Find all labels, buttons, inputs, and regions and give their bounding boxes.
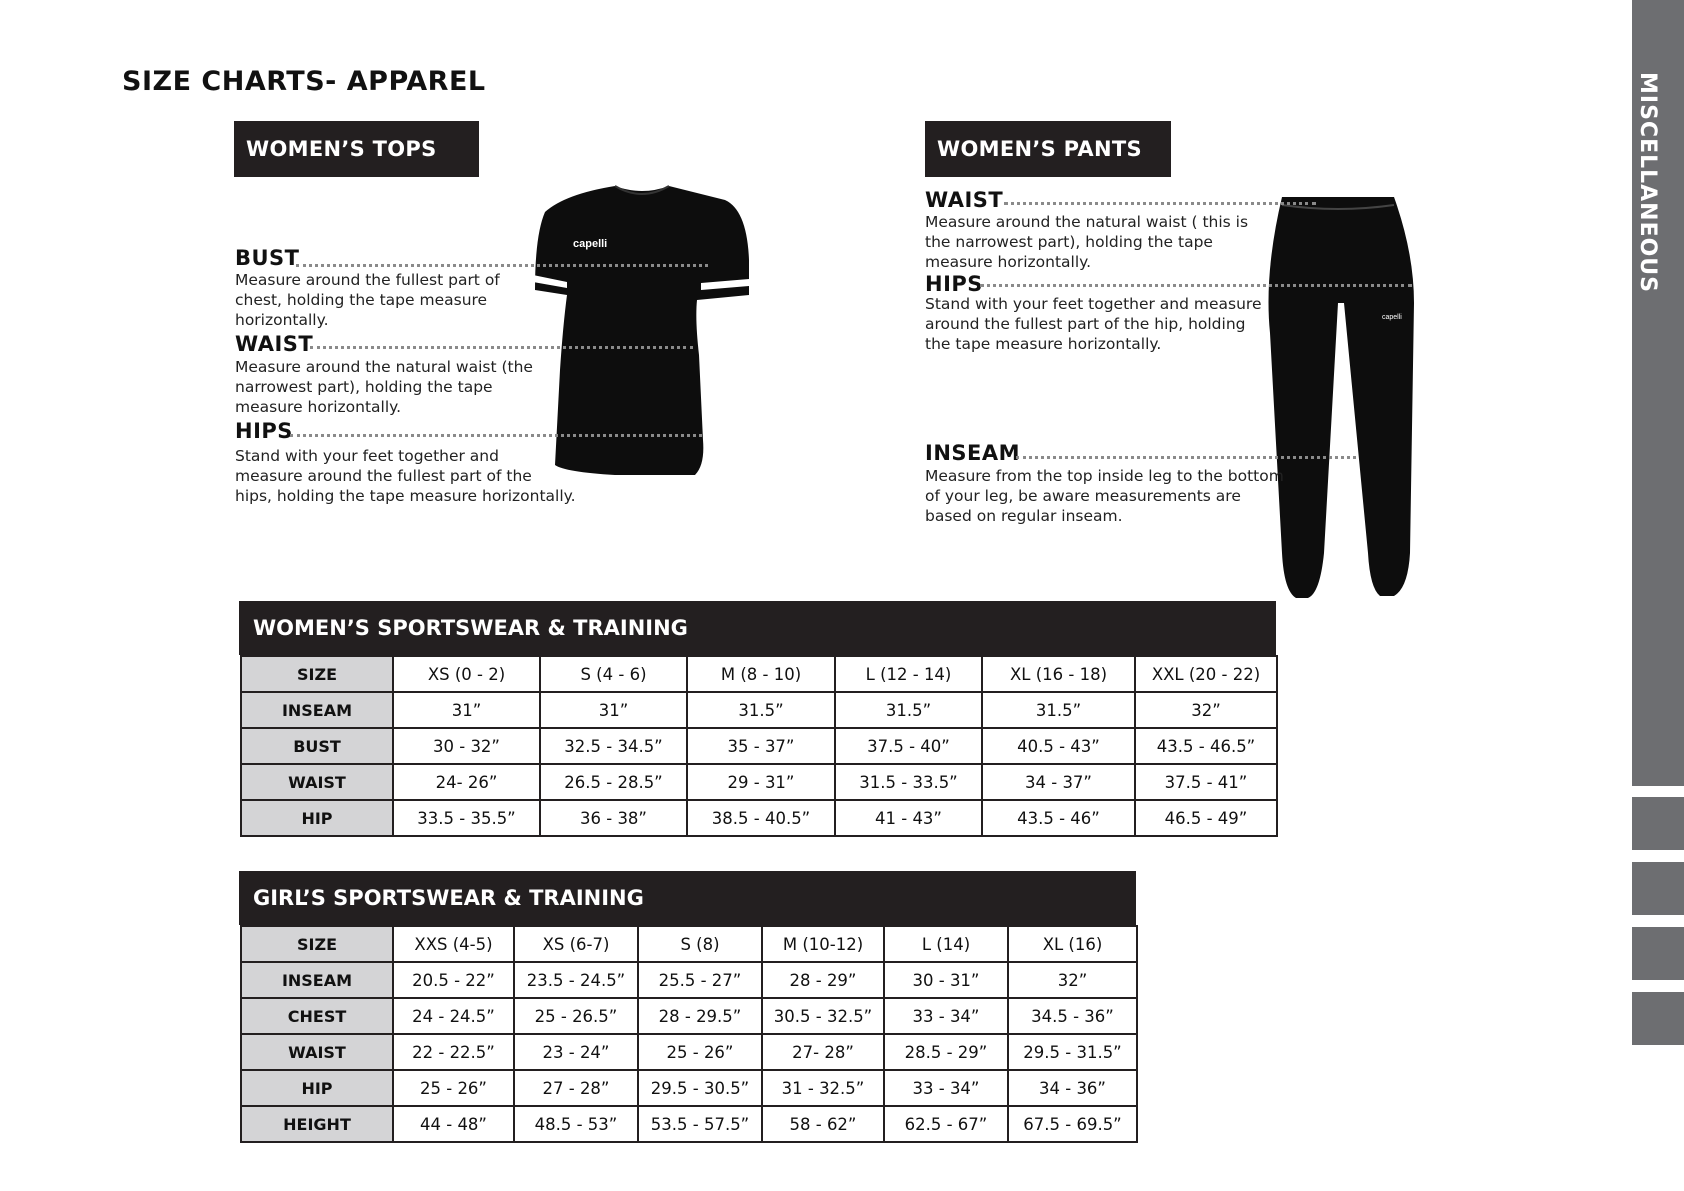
side-tab-4[interactable] <box>1632 927 1684 980</box>
page-title: SIZE CHARTS- APPAREL <box>122 66 486 97</box>
table-cell: 25 - 26” <box>393 1070 514 1106</box>
table-cell: 34 - 36” <box>1008 1070 1137 1106</box>
table-cell: 29.5 - 30.5” <box>638 1070 762 1106</box>
tops-bust-desc: Measure around the fullest part of chest, holding the tape measure horizontally. <box>235 271 500 329</box>
table-cell: 24- 26” <box>393 764 540 800</box>
table-row <box>241 656 1277 692</box>
shirt-brand-logo: capelli <box>573 238 608 250</box>
row-label: SIZE <box>241 656 393 692</box>
table-row <box>241 1070 1137 1106</box>
table-cell: 35 - 37” <box>687 728 835 764</box>
table-cell: 28.5 - 29” <box>884 1034 1008 1070</box>
table-cell: 32” <box>1008 962 1137 998</box>
table-row <box>241 998 1137 1034</box>
table-cell: 37.5 - 41” <box>1135 764 1277 800</box>
table-cell: 31” <box>540 692 687 728</box>
table-row <box>241 1034 1137 1070</box>
side-tab-2[interactable] <box>1632 797 1684 850</box>
table-row <box>241 962 1137 998</box>
table-cell: M (10-12) <box>762 926 884 962</box>
tops-waist-desc: Measure around the natural waist (the narrowest part), holding the tape measure horizontally. <box>235 358 533 416</box>
table-cell: 33 - 34” <box>884 1070 1008 1106</box>
table-cell: 48.5 - 53” <box>514 1106 638 1142</box>
table-cell: 30.5 - 32.5” <box>762 998 884 1034</box>
row-label: SIZE <box>241 926 393 962</box>
pants-inseam-desc: Measure from the top inside leg to the bottom of your leg, be aware measurements are based on regular inseam. <box>925 467 1284 525</box>
table-cell: 41 - 43” <box>835 800 982 836</box>
table-cell: S (8) <box>638 926 762 962</box>
pants-illustration <box>1262 193 1422 603</box>
table-cell: XS (0 - 2) <box>393 656 540 692</box>
table-row <box>241 1106 1137 1142</box>
table-cell: 36 - 38” <box>540 800 687 836</box>
table-cell: 29 - 31” <box>687 764 835 800</box>
pants-hips-title: HIPS <box>925 272 983 296</box>
table-cell: L (12 - 14) <box>835 656 982 692</box>
side-tab-label: MISCELLANEOUS <box>1635 72 1660 294</box>
row-label: CHEST <box>241 998 393 1034</box>
row-label: HIP <box>241 1070 393 1106</box>
table-cell: 30 - 31” <box>884 962 1008 998</box>
row-label: WAIST <box>241 1034 393 1070</box>
pants-brand-logo: capelli <box>1382 314 1402 321</box>
table-cell: 31 - 32.5” <box>762 1070 884 1106</box>
table-cell: 44 - 48” <box>393 1106 514 1142</box>
pants-waist-title: WAIST <box>925 188 1004 212</box>
row-label: INSEAM <box>241 692 393 728</box>
table-cell: 43.5 - 46.5” <box>1135 728 1277 764</box>
womens-table-title: WOMEN’S SPORTSWEAR & TRAINING <box>239 601 1276 655</box>
table-cell: 31.5” <box>982 692 1135 728</box>
side-tab-3[interactable] <box>1632 862 1684 915</box>
table-cell: 34.5 - 36” <box>1008 998 1137 1034</box>
table-cell: XXS (4-5) <box>393 926 514 962</box>
table-row <box>241 728 1277 764</box>
table-cell: 31.5” <box>687 692 835 728</box>
table-cell: 34 - 37” <box>982 764 1135 800</box>
womens-tops-header: WOMEN’S TOPS <box>234 121 479 177</box>
table-cell: 30 - 32” <box>393 728 540 764</box>
row-label: BUST <box>241 728 393 764</box>
table-cell: L (14) <box>884 926 1008 962</box>
girls-table-title: GIRL’S SPORTSWEAR & TRAINING <box>239 871 1136 925</box>
table-row <box>241 926 1137 962</box>
table-cell: S (4 - 6) <box>540 656 687 692</box>
table-cell: 22 - 22.5” <box>393 1034 514 1070</box>
tops-hips-desc: Stand with your feet together and measure around the fullest part of the hips, holding the tape measure horizontally. <box>235 447 576 505</box>
table-cell: 33 - 34” <box>884 998 1008 1034</box>
table-cell: 28 - 29” <box>762 962 884 998</box>
table-cell: 32” <box>1135 692 1277 728</box>
table-cell: XL (16) <box>1008 926 1137 962</box>
table-cell: XL (16 - 18) <box>982 656 1135 692</box>
table-row <box>241 800 1277 836</box>
womens-size-table <box>240 655 1278 837</box>
table-cell: 43.5 - 46” <box>982 800 1135 836</box>
tops-hips-leader <box>290 434 702 437</box>
table-cell: 20.5 - 22” <box>393 962 514 998</box>
table-cell: 31.5 - 33.5” <box>835 764 982 800</box>
pants-waist-leader <box>1004 202 1316 205</box>
table-cell: 40.5 - 43” <box>982 728 1135 764</box>
table-cell: M (8 - 10) <box>687 656 835 692</box>
table-cell: XXL (20 - 22) <box>1135 656 1277 692</box>
table-cell: 31” <box>393 692 540 728</box>
tops-waist-title: WAIST <box>235 332 314 356</box>
table-cell: 46.5 - 49” <box>1135 800 1277 836</box>
table-cell: 23.5 - 24.5” <box>514 962 638 998</box>
table-cell: 25.5 - 27” <box>638 962 762 998</box>
table-cell: 33.5 - 35.5” <box>393 800 540 836</box>
table-cell: 23 - 24” <box>514 1034 638 1070</box>
womens-pants-header: WOMEN’S PANTS <box>925 121 1171 177</box>
table-cell: 32.5 - 34.5” <box>540 728 687 764</box>
tops-hips-title: HIPS <box>235 419 293 443</box>
side-tab-5[interactable] <box>1632 992 1684 1045</box>
pants-hips-desc: Stand with your feet together and measure around the fullest part of the hip, holding the tape measure horizontally. <box>925 295 1262 353</box>
table-cell: 27- 28” <box>762 1034 884 1070</box>
row-label: HIP <box>241 800 393 836</box>
pants-inseam-title: INSEAM <box>925 441 1021 465</box>
table-cell: 27 - 28” <box>514 1070 638 1106</box>
girls-size-table <box>240 925 1138 1143</box>
pants-waist-desc: Measure around the natural waist ( this is the narrowest part), holding the tape measure horizontally. <box>925 213 1249 271</box>
table-cell: 31.5” <box>835 692 982 728</box>
table-cell: 53.5 - 57.5” <box>638 1106 762 1142</box>
table-cell: 38.5 - 40.5” <box>687 800 835 836</box>
row-label: HEIGHT <box>241 1106 393 1142</box>
table-cell: 26.5 - 28.5” <box>540 764 687 800</box>
table-cell: 62.5 - 67” <box>884 1106 1008 1142</box>
table-row <box>241 692 1277 728</box>
table-cell: XS (6-7) <box>514 926 638 962</box>
table-cell: 25 - 26” <box>638 1034 762 1070</box>
table-cell: 24 - 24.5” <box>393 998 514 1034</box>
row-label: INSEAM <box>241 962 393 998</box>
tops-bust-title: BUST <box>235 246 300 270</box>
tops-waist-leader <box>310 346 693 349</box>
table-cell: 29.5 - 31.5” <box>1008 1034 1137 1070</box>
pants-inseam-leader <box>1016 456 1356 459</box>
table-cell: 28 - 29.5” <box>638 998 762 1034</box>
table-cell: 37.5 - 40” <box>835 728 982 764</box>
row-label: WAIST <box>241 764 393 800</box>
table-cell: 25 - 26.5” <box>514 998 638 1034</box>
table-row <box>241 764 1277 800</box>
table-cell: 67.5 - 69.5” <box>1008 1106 1137 1142</box>
tops-bust-leader <box>296 264 708 267</box>
table-cell: 58 - 62” <box>762 1106 884 1142</box>
pants-hips-leader <box>980 284 1412 287</box>
